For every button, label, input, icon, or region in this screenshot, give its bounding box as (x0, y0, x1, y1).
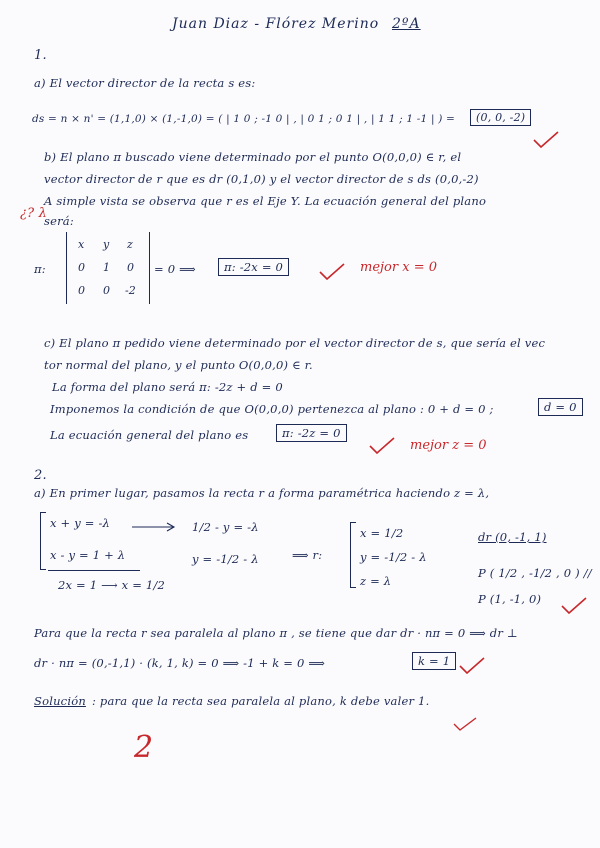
matrix-cell: z (127, 238, 133, 251)
matrix-cell: 0 (78, 261, 85, 274)
q2-system-sum: 2x = 1 ⟶ x = 1/2 (58, 578, 166, 592)
q2-r-label: ⟹ r: (292, 548, 323, 562)
q2-param-x: x = 1/2 (360, 526, 404, 540)
final-mark: 2 (134, 730, 154, 765)
matrix-cell: 0 (78, 284, 85, 297)
q1a-cross-product: ds = n × n' = (1,1,0) × (1,-1,0) = ( | 1 0 ; -1 0 | , | 0 1 ; 0 1 | , | 1 1 ; 1 -1 | ) = (32, 113, 456, 125)
arrow-right-icon (132, 522, 178, 532)
q1c-grader-note: mejor z = 0 (410, 438, 487, 453)
q1c-line5: La ecuación general del plano es (50, 428, 249, 442)
q1b-side-note: ¿? λ (20, 206, 48, 221)
q1c-result: π: -2z = 0 (276, 424, 347, 442)
matrix-cell: x (78, 238, 85, 251)
q1b-line4: será: (44, 214, 74, 228)
q2-parallel-condition: Para que la recta r sea paralela al plano π , se tiene que dar dr · nπ = 0 ⟹ dr ⊥ (34, 626, 518, 640)
q1c-line4: Imponemos la condición de que O(0,0,0) pertenezca al plano : 0 + d = 0 ; (50, 402, 494, 416)
check-mark-icon (318, 262, 346, 282)
matrix-cell: -2 (125, 284, 136, 297)
q2-point-2: P (1, -1, 0) (478, 592, 542, 606)
question-2-number: 2. (34, 468, 47, 483)
q2-system-eq1: x + y = -λ (50, 516, 111, 530)
q2-k-result: k = 1 (412, 652, 456, 670)
matrix-cell: 1 (103, 261, 110, 274)
q1b-line2: vector director de r que es dr (0,1,0) y el vector director de s ds (0,0,-2) (44, 172, 479, 186)
question-1-number: 1. (34, 48, 47, 63)
q2-direction-vector: dr (0, -1, 1) (478, 530, 547, 544)
student-group: 2ºA (392, 16, 421, 32)
check-mark-icon (452, 716, 478, 732)
q2-step2: y = -1/2 - λ (192, 552, 259, 566)
q1b-plane-label: π: (34, 262, 46, 276)
q1c-line1: c) El plano π pedido viene determinado por el vector director de s, que sería el vec (44, 336, 546, 350)
q1c-d-result: d = 0 (538, 398, 583, 416)
q2-point-1: P ( 1/2 , -1/2 , 0 ) // (478, 566, 592, 580)
check-mark-icon (368, 436, 396, 456)
q2-system-eq2: x - y = 1 + λ (50, 548, 126, 562)
matrix-cell: 0 (127, 261, 134, 274)
q2a-intro: a) En primer lugar, pasamos la recta r a forma paramétrica haciendo z = λ, (34, 486, 490, 500)
q1b-line3: A simple vista se observa que r es el Eje Y. La ecuación general del plano (44, 194, 487, 208)
matrix-cell: 0 (103, 284, 110, 297)
q1b-grader-note: mejor x = 0 (360, 260, 437, 275)
q2-param-z: z = λ (360, 574, 392, 588)
matrix-cell: y (103, 238, 110, 251)
q1b-result: π: -2x = 0 (218, 258, 289, 276)
q2-solution-label: Solución (34, 694, 86, 708)
sum-rule (48, 570, 140, 571)
q2-step1: 1/2 - y = -λ (192, 520, 259, 534)
check-mark-icon (560, 596, 588, 616)
q2-dot-product: dr · nπ = (0,-1,1) · (k, 1, k) = 0 ⟹ -1 + k = 0 ⟹ (34, 656, 326, 670)
q1c-line2: tor normal del plano, y el punto O(0,0,0) ∈ r. (44, 358, 313, 372)
student-name: Juan Diaz - Flórez Merino (172, 16, 380, 32)
q1a-result: (0, 0, -2) (470, 109, 531, 126)
q1b-line1: b) El plano π buscado viene determinado por el punto O(0,0,0) ∈ r, el (44, 150, 462, 164)
system-brace (40, 512, 46, 570)
q2-solution-text: : para que la recta sea paralela al plano, k debe valer 1. (92, 694, 430, 708)
q1a-intro: a) El vector director de la recta s es: (34, 76, 256, 90)
q1b-equals: = 0 ⟹ (154, 262, 196, 276)
check-mark-icon (532, 130, 560, 150)
check-mark-icon (458, 656, 486, 676)
param-brace (350, 522, 356, 588)
q1c-line3: La forma del plano será π: -2z + d = 0 (52, 380, 283, 394)
q2-param-y: y = -1/2 - λ (360, 550, 427, 564)
